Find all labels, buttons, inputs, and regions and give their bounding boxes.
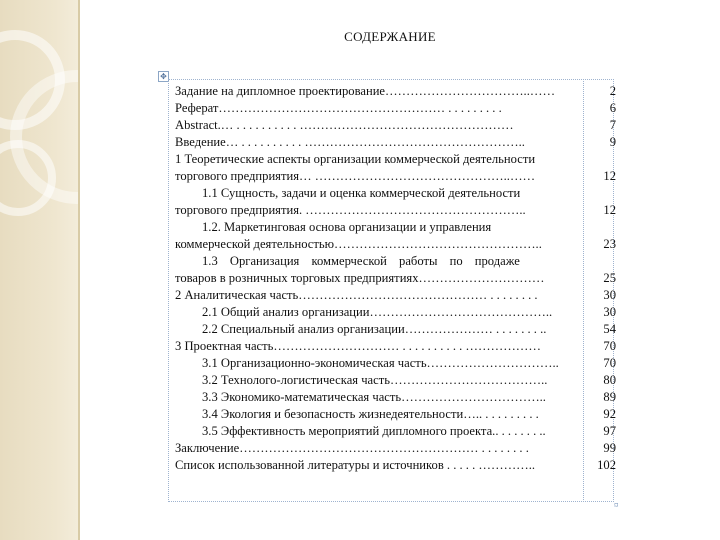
toc-page-number: 97 [603,424,616,438]
toc-entry-text: 1.1 Сущность, задачи и оценка коммерческой деятельности [202,186,521,200]
toc-entry-text: 3.3 Экономико-математическая часть…………………………….. [202,390,546,404]
toc-page-number: 23 [603,237,616,251]
end-of-cell-mark-icon: ¤ [614,500,619,510]
band-divider [78,0,80,540]
toc-entry-text: 1.3 Организация коммерческой работы по продаже [202,254,520,268]
toc-entry-text: Abstract.… . . . . . . . . . . …………………………………………… [175,118,514,132]
toc-page-number: 25 [603,271,616,285]
toc-page-number: 102 [597,458,616,472]
toc-page-number: 89 [603,390,616,404]
toc-entry-text: Введение… . . . . . . . . . . …………………………………………….. [175,135,525,149]
toc-entry-text: 1.2. Маркетинговая основа организации и управления [202,220,492,234]
toc-column-divider [583,79,584,502]
toc-page-number: 7 [609,118,616,132]
table-move-handle-icon[interactable]: ✥ [158,71,169,82]
toc-entry-text: коммерческой деятельностью………………………………………….. [175,237,542,251]
toc-page-number: 54 [603,322,616,336]
toc-page-number: 70 [603,356,616,370]
toc-entry-text: Задание на дипломное проектирование……………………………..…… [175,84,556,98]
toc-entry-text: Реферат……………………………………………… . . . . . . . . . [175,101,502,115]
toc-entry-text: торгового предприятия… ………………………………………..…… [175,169,536,183]
toc-page-number: 2 [609,84,616,98]
toc-entry-text: 3.5 Эффективность мероприятий дипломного проекта.. . . . . . . .. [202,424,546,438]
toc-entry-text: товаров в розничных торговых предприятиях………………………… [175,271,545,285]
toc-page-number: 12 [603,169,616,183]
toc-page-number: 30 [603,288,616,302]
toc-page-number: 9 [609,135,616,149]
slide-decorative-band [0,0,78,540]
toc-entry-text: Список использованной литературы и источников . . . . . ………….. [175,458,536,472]
toc-page-number: 6 [609,101,616,115]
toc-entry-text: 2.2 Специальный анализ организации………………… . . . . . . . .. [202,322,547,336]
toc-entry-text: 2.1 Общий анализ организации…………………………………….. [202,305,553,319]
toc-page-number: 30 [603,305,616,319]
toc-entry-text: 1 Теоретические аспекты организации коммерческой деятельности [175,152,536,166]
toc-entry-text: 2 Аналитическая часть……………………………………… . . . . . . . . [175,288,538,302]
page-title: СОДЕРЖАНИЕ [344,29,436,44]
toc-entry-text: 3 Проектная часть………………………… . . . . . . . . . . ……………… [175,339,541,353]
toc-entry-text: торгового предприятия. …………………………………………….. [175,203,526,217]
toc-entry-text: 3.1 Организационно-экономическая часть………………………….. [202,356,559,370]
toc-entry-text: 3.4 Экология и безопасность жизнедеятельности….. . . . . . . . . . [202,407,539,421]
toc-page-number: 12 [603,203,616,217]
toc-page-number: 80 [603,373,616,387]
toc-page-number: 92 [603,407,616,421]
toc-page-number: 99 [603,441,616,455]
toc-entry-text: 3.2 Технолого-логистическая часть……………………………….. [202,373,548,387]
toc-entry-text: Заключение………………………………………………… . . . . . . . . [175,441,529,455]
toc-page-number: 70 [603,339,616,353]
